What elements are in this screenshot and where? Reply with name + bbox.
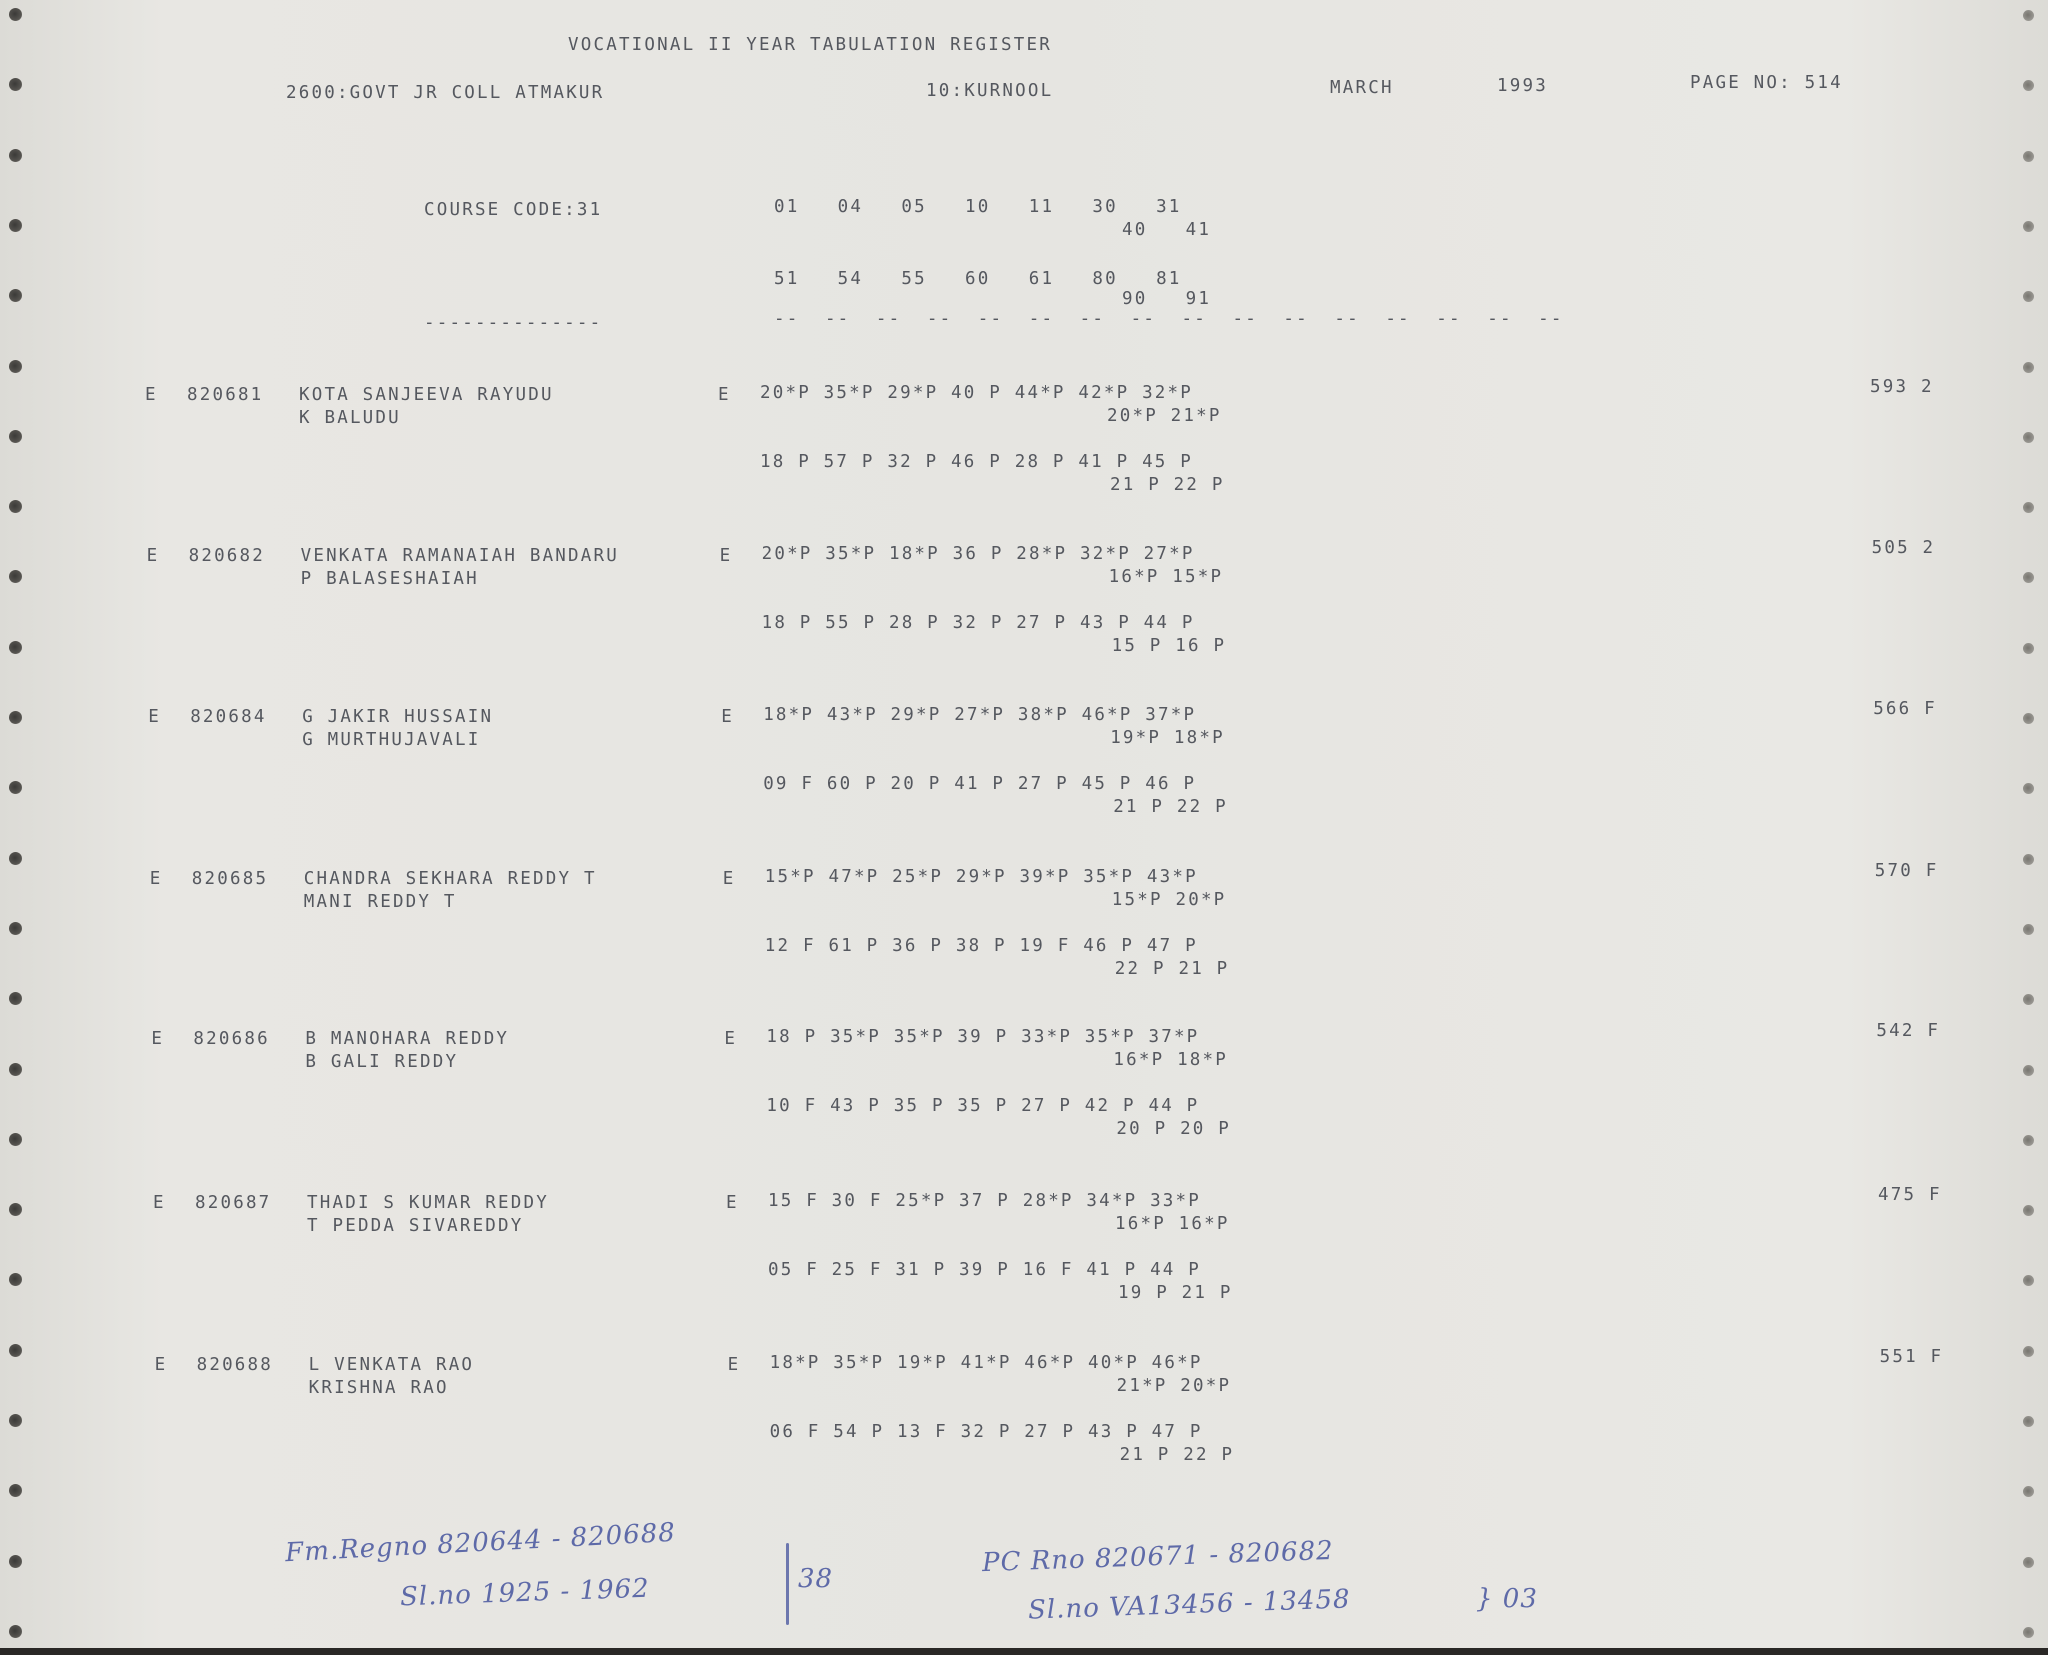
parent-name: P BALASESHAIAH bbox=[300, 569, 479, 589]
medium-code: E bbox=[719, 546, 733, 566]
marks-line-1: 18*P 35*P 19*P 41*P 46*P 40*P 46*P bbox=[769, 1353, 1203, 1373]
feed-hole bbox=[9, 1414, 22, 1427]
register-title: VOCATIONAL II YEAR TABULATION REGISTER bbox=[568, 35, 1052, 55]
feed-hole bbox=[2023, 1065, 2034, 1076]
feed-hole bbox=[2023, 80, 2034, 91]
total-and-result: 570 F bbox=[1874, 861, 1939, 881]
marks-line-2b: 21 P 22 P bbox=[1119, 1445, 1235, 1465]
feed-hole bbox=[2023, 1275, 2034, 1286]
candidate-name: VENKATA RAMANAIAH BANDARU bbox=[300, 546, 619, 566]
feed-hole bbox=[9, 781, 22, 794]
feed-hole bbox=[2023, 10, 2034, 21]
marks-line-2b: 21 P 22 P bbox=[1110, 475, 1225, 495]
feed-hole bbox=[9, 1484, 22, 1497]
total-and-result: 566 F bbox=[1873, 699, 1937, 719]
feed-hole bbox=[2023, 151, 2034, 162]
marks-line-1: 18 P 35*P 35*P 39 P 33*P 35*P 37*P bbox=[766, 1027, 1200, 1047]
feed-hole bbox=[9, 78, 22, 91]
record-flag: E bbox=[151, 1029, 165, 1049]
feed-hole bbox=[9, 289, 22, 302]
feed-hole bbox=[2023, 1486, 2034, 1497]
subject-codes-row-1b: 40 41 bbox=[1122, 220, 1212, 240]
record-flag: E bbox=[145, 385, 158, 405]
parent-name: K BALUDU bbox=[299, 408, 401, 428]
marks-line-2b: 20 P 20 P bbox=[1116, 1119, 1232, 1139]
feed-hole bbox=[2023, 291, 2034, 302]
record-flag: E bbox=[146, 546, 160, 566]
subject-codes-row-2b: 90 91 bbox=[1122, 289, 1212, 309]
header-underline: -------------- bbox=[424, 313, 603, 333]
parent-name: G MURTHUJAVALI bbox=[302, 730, 481, 750]
registration-number: 820685 bbox=[191, 869, 269, 889]
handwritten-bracket bbox=[786, 1543, 789, 1625]
feed-hole bbox=[9, 852, 22, 865]
feed-hole bbox=[2023, 572, 2034, 583]
marks-line-2b: 22 P 21 P bbox=[1114, 959, 1230, 979]
feed-hole bbox=[9, 1203, 22, 1216]
subject-codes-row-2: 51 54 55 60 61 80 81 bbox=[774, 269, 1182, 289]
record-flag: E bbox=[153, 1193, 166, 1213]
marks-line-1b: 21*P 20*P bbox=[1116, 1376, 1232, 1396]
feed-hole bbox=[9, 360, 22, 373]
marks-line-2: 18 P 55 P 28 P 32 P 27 P 43 P 44 P bbox=[761, 613, 1195, 633]
marks-line-1b: 19*P 18*P bbox=[1110, 728, 1225, 748]
total-and-result: 505 2 bbox=[1871, 538, 1936, 558]
feed-hole bbox=[2023, 362, 2034, 373]
medium-code: E bbox=[721, 707, 734, 727]
handwritten-count-1: 38 bbox=[798, 1564, 834, 1594]
record-flag: E bbox=[149, 869, 163, 889]
marks-line-1b: 15*P 20*P bbox=[1111, 890, 1227, 910]
marks-line-1b: 20*P 21*P bbox=[1107, 406, 1222, 426]
candidate-name: THADI S KUMAR REDDY bbox=[307, 1193, 549, 1213]
feed-hole bbox=[9, 430, 22, 443]
feed-hole bbox=[9, 1344, 22, 1357]
registration-number: 820681 bbox=[187, 385, 264, 405]
candidate-name: B MANOHARA REDDY bbox=[305, 1029, 510, 1049]
marks-line-1: 15 F 30 F 25*P 37 P 28*P 34*P 33*P bbox=[768, 1191, 1202, 1211]
medium-code: E bbox=[722, 869, 736, 889]
marks-line-2b: 21 P 22 P bbox=[1113, 797, 1228, 817]
marks-line-1: 18*P 43*P 29*P 27*P 38*P 46*P 37*P bbox=[763, 705, 1197, 725]
feed-hole bbox=[9, 711, 22, 724]
candidate-name: G JAKIR HUSSAIN bbox=[302, 707, 494, 727]
feed-hole bbox=[9, 219, 22, 232]
total-and-result: 593 2 bbox=[1870, 377, 1934, 397]
district-name: 10:KURNOOL bbox=[926, 81, 1054, 101]
feed-hole bbox=[2023, 924, 2034, 935]
medium-code: E bbox=[724, 1029, 738, 1049]
marks-line-2: 12 F 61 P 36 P 38 P 19 F 46 P 47 P bbox=[764, 936, 1198, 956]
left-tractor-feed-holes bbox=[0, 0, 30, 1648]
parent-name: B GALI REDDY bbox=[305, 1052, 459, 1072]
feed-hole bbox=[2023, 713, 2034, 724]
marks-line-2b: 15 P 16 P bbox=[1111, 636, 1227, 656]
feed-hole bbox=[2023, 1627, 2034, 1638]
marks-line-1: 20*P 35*P 29*P 40 P 44*P 42*P 32*P bbox=[760, 383, 1194, 403]
handwritten-serial-range: Sl.no 1925 - 1962 bbox=[399, 1573, 651, 1613]
feed-hole bbox=[9, 149, 22, 162]
record-flag: E bbox=[154, 1355, 168, 1375]
record-flag: E bbox=[148, 707, 161, 727]
marks-line-2: 05 F 25 F 31 P 39 P 16 F 41 P 44 P bbox=[768, 1260, 1202, 1280]
feed-hole bbox=[2023, 1205, 2034, 1216]
marks-line-1b: 16*P 15*P bbox=[1108, 567, 1224, 587]
feed-hole bbox=[9, 641, 22, 654]
feed-hole bbox=[9, 8, 22, 21]
registration-number: 820682 bbox=[188, 546, 266, 566]
page-number: PAGE NO: 514 bbox=[1690, 73, 1843, 93]
feed-hole bbox=[2023, 1416, 2034, 1427]
feed-hole bbox=[2023, 783, 2034, 794]
marks-line-1b: 16*P 18*P bbox=[1113, 1050, 1229, 1070]
feed-hole bbox=[9, 1133, 22, 1146]
feed-hole bbox=[2023, 1557, 2034, 1568]
feed-hole bbox=[2023, 1135, 2034, 1146]
marks-line-1: 20*P 35*P 18*P 36 P 28*P 32*P 27*P bbox=[761, 544, 1195, 564]
column-underlines: -- -- -- -- -- -- -- -- -- -- -- -- -- -- -- -- bbox=[774, 309, 1564, 329]
marks-line-1: 15*P 47*P 25*P 29*P 39*P 35*P 43*P bbox=[764, 867, 1198, 887]
candidate-name: CHANDRA SEKHARA REDDY T bbox=[303, 869, 597, 889]
registration-number: 820686 bbox=[193, 1029, 270, 1049]
feed-hole bbox=[9, 1555, 22, 1568]
marks-line-2: 10 F 43 P 35 P 35 P 27 P 42 P 44 P bbox=[766, 1096, 1200, 1116]
feed-hole bbox=[2023, 502, 2034, 513]
marks-line-2b: 19 P 21 P bbox=[1118, 1283, 1233, 1303]
parent-name: T PEDDA SIVAREDDY bbox=[307, 1216, 524, 1236]
feed-hole bbox=[9, 1273, 22, 1286]
feed-hole bbox=[2023, 643, 2034, 654]
college-name: 2600:GOVT JR COLL ATMAKUR bbox=[286, 83, 605, 103]
handwritten-pc-serial-range: Sl.no VA13456 - 13458 bbox=[1027, 1584, 1352, 1626]
feed-hole bbox=[9, 1063, 22, 1076]
parent-name: MANI REDDY T bbox=[303, 892, 457, 912]
total-and-result: 551 F bbox=[1879, 1347, 1944, 1367]
feed-hole bbox=[9, 500, 22, 513]
registration-number: 820684 bbox=[190, 707, 267, 727]
right-tractor-feed-holes bbox=[2010, 0, 2040, 1648]
marks-line-2: 09 F 60 P 20 P 41 P 27 P 45 P 46 P bbox=[763, 774, 1197, 794]
medium-code: E bbox=[718, 385, 731, 405]
marks-line-2: 06 F 54 P 13 F 32 P 27 P 43 P 47 P bbox=[769, 1422, 1203, 1442]
feed-hole bbox=[9, 1625, 22, 1638]
feed-hole bbox=[9, 922, 22, 935]
feed-hole bbox=[9, 570, 22, 583]
feed-hole bbox=[2023, 221, 2034, 232]
course-code: COURSE CODE:31 bbox=[424, 200, 603, 220]
subject-codes-row-1: 01 04 05 10 11 30 31 bbox=[774, 197, 1182, 217]
candidate-name: KOTA SANJEEVA RAYUDU bbox=[299, 385, 554, 405]
feed-hole bbox=[2023, 432, 2034, 443]
feed-hole bbox=[2023, 1346, 2034, 1357]
registration-number: 820688 bbox=[196, 1355, 274, 1375]
parent-name: KRISHNA RAO bbox=[308, 1378, 449, 1398]
registration-number: 820687 bbox=[195, 1193, 272, 1213]
medium-code: E bbox=[726, 1193, 739, 1213]
medium-code: E bbox=[727, 1355, 741, 1375]
marks-line-1b: 16*P 16*P bbox=[1115, 1214, 1230, 1234]
handwritten-count-2: } 03 bbox=[1476, 1584, 1538, 1614]
marks-line-2: 18 P 57 P 32 P 46 P 28 P 41 P 45 P bbox=[760, 452, 1194, 472]
handwritten-regno-range: Fm.Regno 820644 - 820688 bbox=[284, 1517, 677, 1569]
exam-month: MARCH bbox=[1330, 78, 1394, 98]
total-and-result: 542 F bbox=[1876, 1021, 1941, 1041]
candidate-name: L VENKATA RAO bbox=[308, 1355, 475, 1375]
feed-hole bbox=[2023, 994, 2034, 1005]
exam-year: 1993 bbox=[1497, 76, 1548, 96]
handwritten-pc-regno-range: PC Rno 820671 - 820682 bbox=[981, 1535, 1335, 1579]
total-and-result: 475 F bbox=[1878, 1185, 1942, 1205]
feed-hole bbox=[2023, 854, 2034, 865]
feed-hole bbox=[9, 992, 22, 1005]
